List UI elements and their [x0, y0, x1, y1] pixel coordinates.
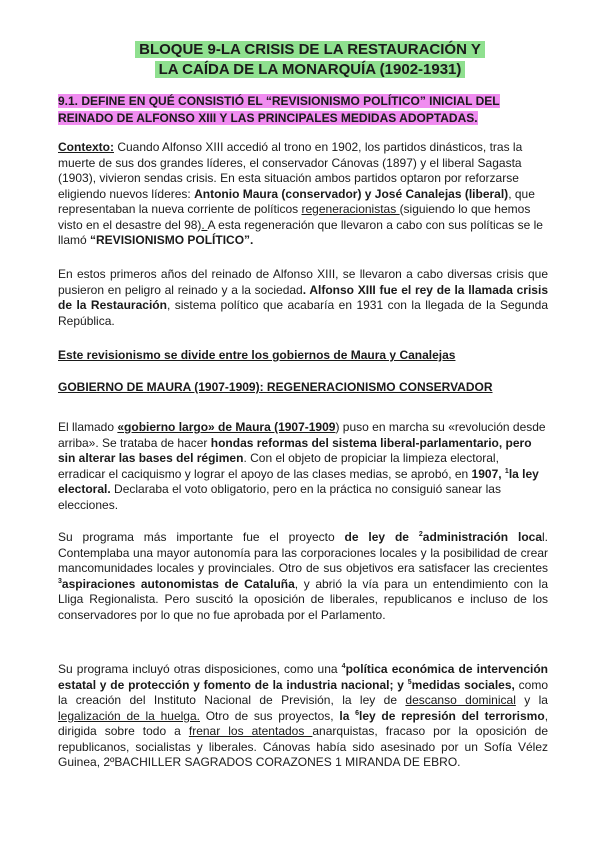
- para5-text-4: Otro de sus proyectos,: [199, 708, 340, 723]
- footnote-marker-5: 5: [407, 678, 412, 686]
- para4-text-1: Su programa más importante fue el proyecto: [58, 530, 345, 544]
- para5-bold-1: política económica de intervención estatal y de protección y fomento de la industria nacional; y: [58, 662, 548, 692]
- page-title: [120, 40, 500, 80]
- para3-text-4: Declaraba el voto obligatorio, pero en la práctica no consiguió sanear las elecciones.: [58, 482, 501, 512]
- para2-text-2: , sistema político que acabaría en 1931 con la llegada de la Segunda República.: [58, 298, 548, 328]
- paragraph-administracion-local: [58, 530, 548, 623]
- title-line-2: LA CAÍDA DE LA MONARQUÍA (1902-1931): [155, 61, 466, 78]
- para3-bold-2: hondas reformas del sistema liberal-parlamentario, pero sin alterar las bases del régimen: [58, 435, 532, 465]
- para4-text-3: , y abrió la vía para un entendimiento con la Lliga Regionalista. Pero suscitó la oposición de liberales, republicanos e incluso de los conservadores por lo que no fue aprobada por el Parlamento.: [58, 576, 548, 622]
- context-text-2: , que representaban la nueva corriente de políticos: [58, 186, 535, 216]
- para3-text-3: . Con el objeto de propiciar la limpieza electoral, erradicar el caciquismo y lograr el apoyo de las clases medias, se aprobó, en: [58, 451, 499, 481]
- paragraph-otras-disposiciones: [58, 662, 548, 771]
- question-line-1: 9.1. DEFINE EN QUÉ CONSISTIÓ EL “REVISIONISMO POLÍTICO” INICIAL DEL: [58, 94, 500, 108]
- paragraph-gobierno-largo: [58, 420, 548, 513]
- context-underline-1: regeneracionistas: [301, 202, 400, 216]
- question-line-2: REINADO DE ALFONSO XIII Y LAS PRINCIPALES MEDIDAS ADOPTADAS.: [58, 111, 478, 125]
- footnote-marker-2: 2: [418, 531, 423, 538]
- para4-bold-1: de ley de: [344, 530, 419, 544]
- para5-text-1: Su programa incluyó otras disposiciones, como una: [58, 662, 342, 676]
- section-heading-revisionismo: Este revisionismo se divide entre los gobiernos de Maura y Canalejas: [58, 348, 456, 362]
- para5-text-2: como la creación del Instituto Nacional de Previsión, la ley de: [58, 677, 548, 707]
- context-underline-2: .: [201, 217, 208, 232]
- para5-text-3: y la: [515, 693, 548, 707]
- para4-bold-3: aspiraciones autonomistas de Cataluña: [61, 576, 295, 591]
- para2-text-1: En estos primeros años del reinado de Alfonso XIII, se llevaron a cabo diversas crisis que pusieron en peligro al reinado y a la sociedad: [58, 267, 548, 297]
- para4-text-2: l. Contemplaba una mayor autonomía para las corporaciones locales y la posibilidad de crear mancomunidades locales y provinciales. Otro de sus objetivos era satisfacer las crecientes: [58, 530, 549, 575]
- para3-text-1: El llamado: [58, 420, 118, 434]
- para3-bold-3: 1907,: [471, 466, 505, 481]
- para5-text-6: anarquistas, fracaso por la oposición de republicanos, socialistas y liberales. Cánovas había sido asesinado por un Sofía Vélez Guinea, 2ºBACHILLER SAGRADOS CORAZONES 1 MIRANDA DE EBRO.: [58, 724, 548, 769]
- context-label: Contexto:: [58, 140, 114, 154]
- para3-text-2: ) puso en marcha su «revolución desde arriba». Se trataba de hacer: [58, 420, 546, 450]
- para4-bold-2: administración loca: [422, 530, 543, 544]
- context-bold-1: Antonio Maura (conservador) y José Canalejas (liberal): [194, 186, 509, 201]
- footnote-marker-4: 4: [341, 663, 346, 670]
- para5-bold-2: medidas sociales,: [411, 677, 515, 692]
- footnote-marker-3: 3: [58, 577, 62, 585]
- para3-bold-1: «gobierno largo» de Maura (1907-1909: [117, 420, 336, 434]
- context-paragraph: [58, 140, 548, 249]
- para5-text-5: , dirigida sobre todo a: [58, 708, 549, 738]
- context-text-1: Cuando Alfonso XIII accedió al trono en 1902, los partidos dinásticos, tras la muerte de sus dos grandes líderes, el conservador Cánovas (1897) y el liberal Sagasta (1903), vivieron sendas crisis. En esta situación ambos partidos optaron por reforzarse eligiendo nuevos líderes:: [58, 140, 523, 201]
- paragraph-crisis: [58, 267, 548, 329]
- footnote-marker-6: 6: [355, 709, 360, 717]
- para5-underline-2: legalización de la huelga.: [58, 708, 200, 723]
- para3-bold-4: la ley electoral.: [58, 466, 539, 496]
- context-bold-2: “REVISIONISMO POLÍTICO”.: [90, 233, 254, 247]
- title-line-1: BLOQUE 9-LA CRISIS DE LA RESTAURACIÓN Y: [135, 41, 485, 58]
- para5-bold-3: la: [339, 708, 356, 723]
- para5-underline-3: frenar los atentados: [188, 724, 313, 738]
- para5-underline-1: descanso dominical: [405, 693, 516, 707]
- para5-bold-4: ley de represión del terrorismo: [359, 708, 545, 723]
- context-text-3: (siguiendo lo que hemos visto en el desastre del 98): [58, 202, 531, 232]
- context-text-4: A esta regeneración que llevaron a cabo con sus políticas se le llamó: [58, 217, 543, 247]
- para2-bold-1: . Alfonso XIII fue el rey de la llamada crisis de la Restauración: [58, 282, 548, 312]
- footnote-marker-1: 1: [504, 467, 509, 475]
- question-heading: [58, 93, 508, 127]
- section-heading-maura: GOBIERNO DE MAURA (1907-1909): REGENERACIONISMO CONSERVADOR: [58, 380, 493, 394]
